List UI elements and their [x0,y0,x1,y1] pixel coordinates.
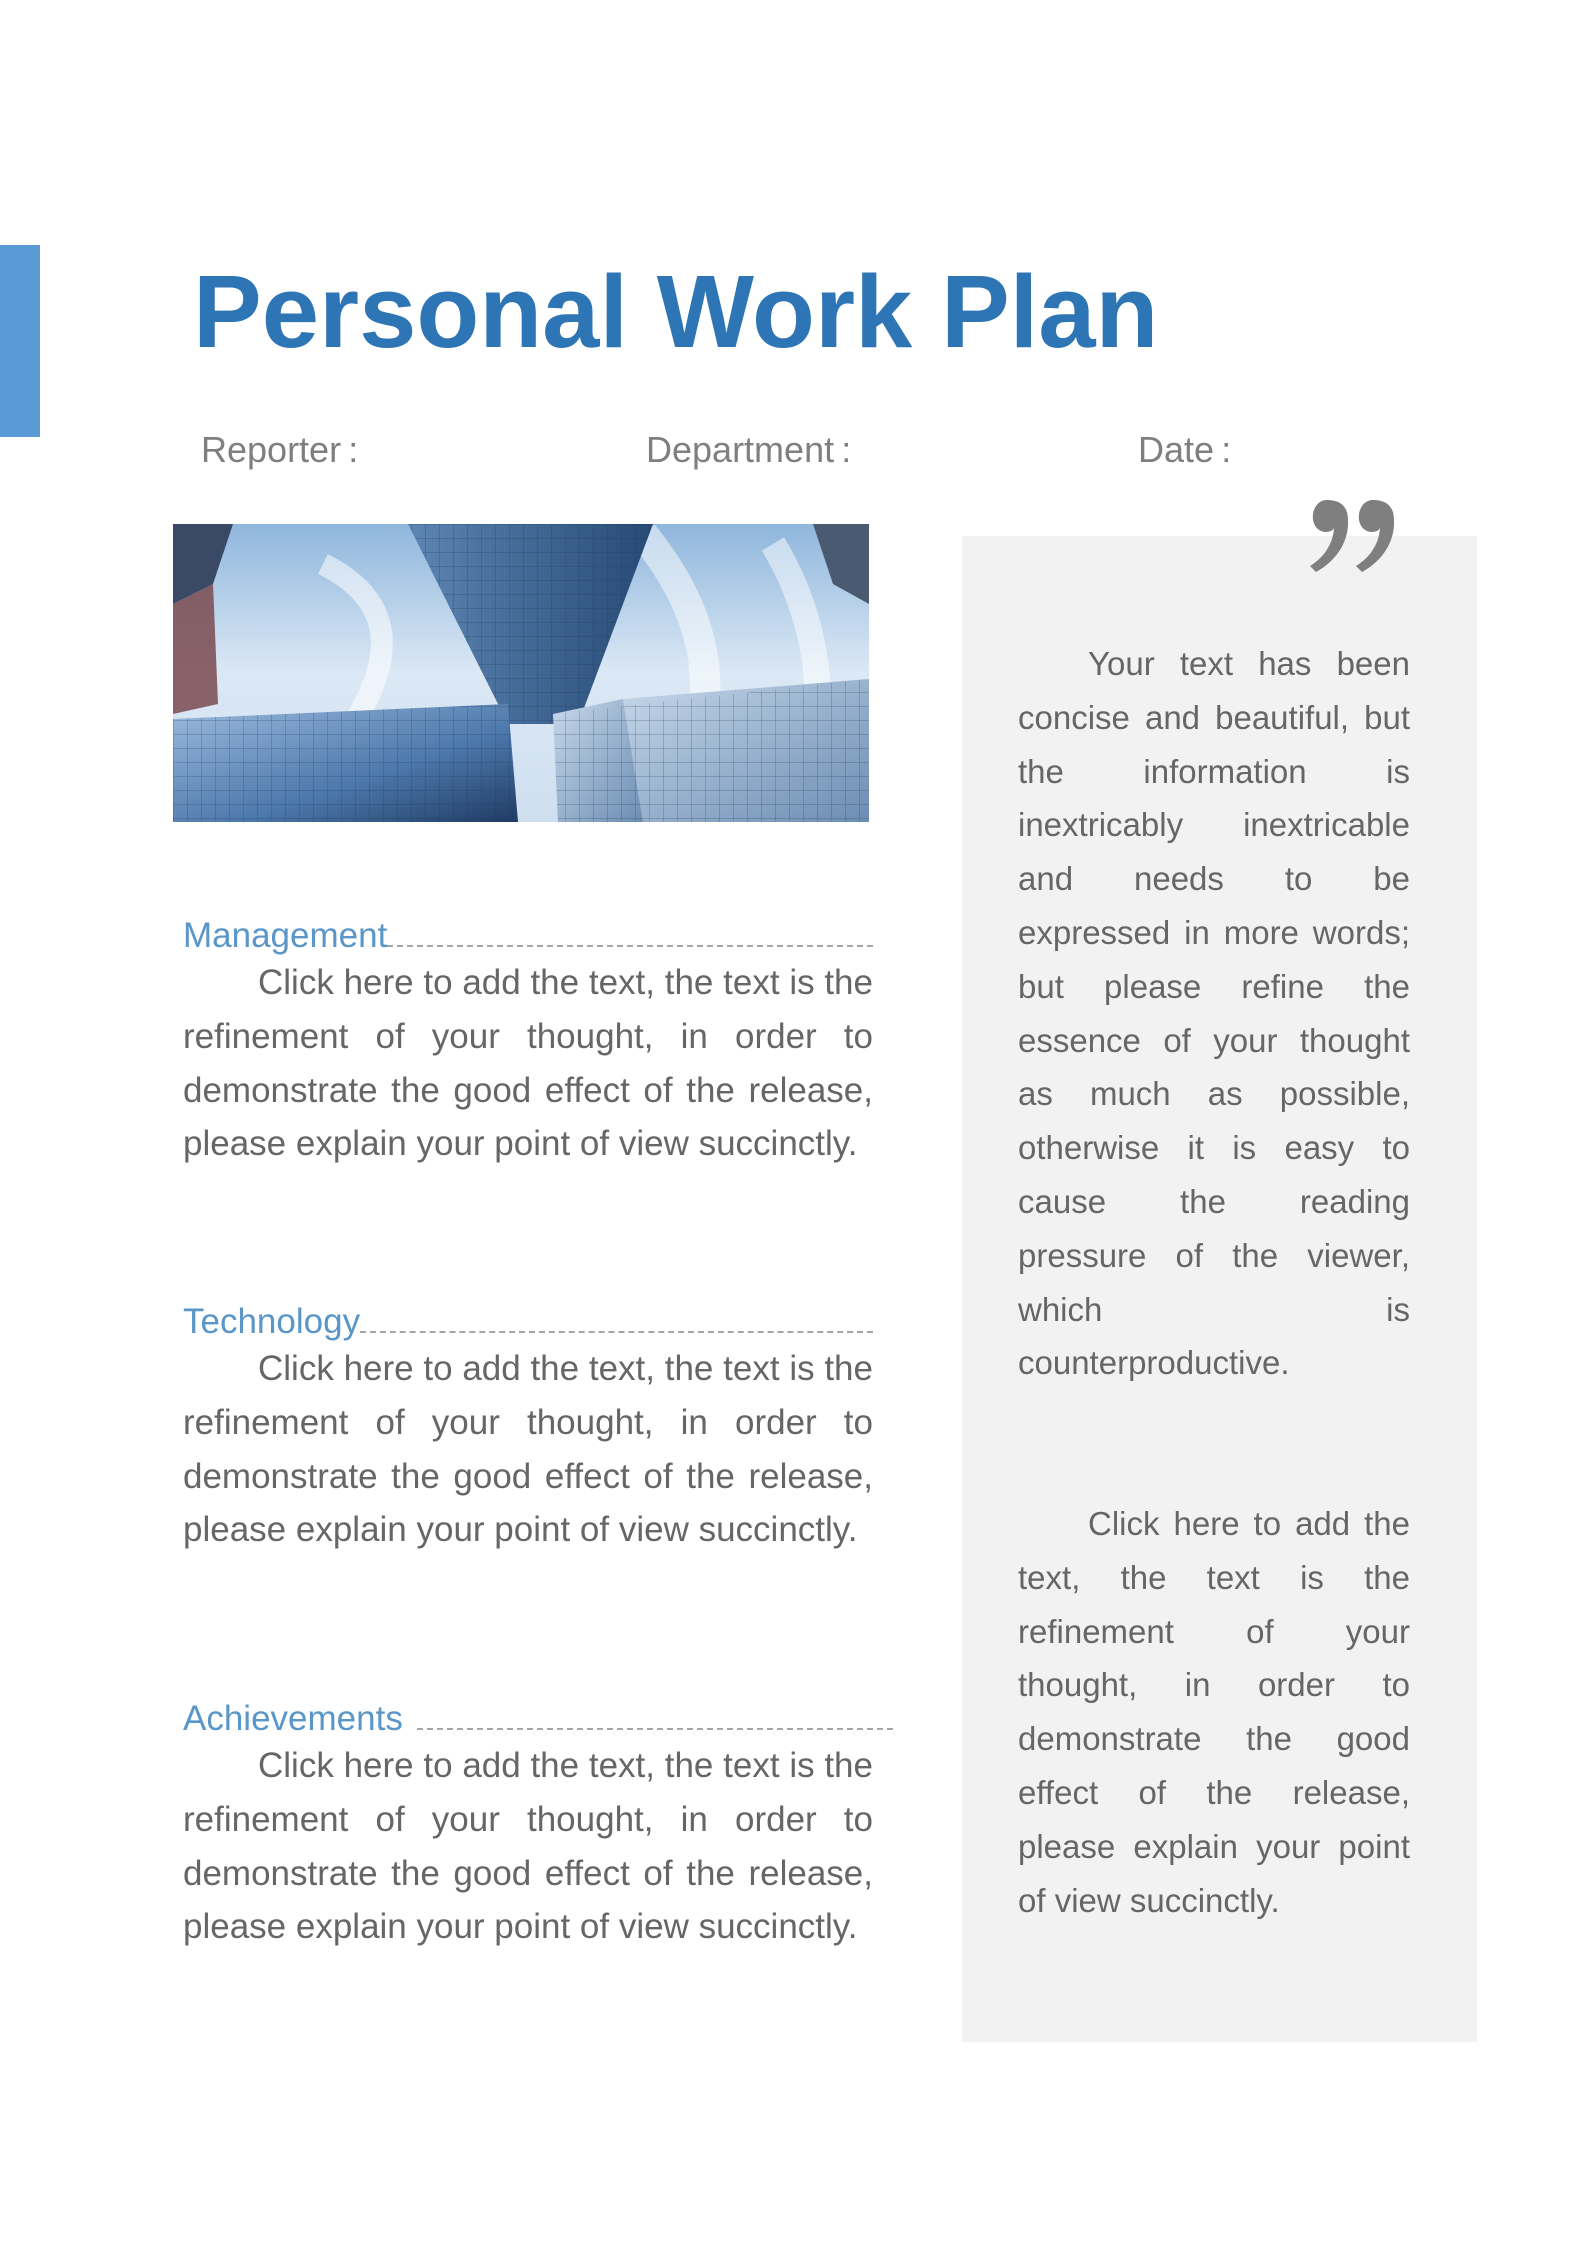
closing-quote-icon [1305,470,1395,575]
panel-paragraph[interactable]: Your text has been concise and beautiful, but the information is inextricably inextricable and needs to be expressed in more words; but please refine the essence of your thought as much as possible, otherwise it is easy to cause the reading pressure of the viewer, which is counterproductive. [1018,645,1410,1382]
section-header [183,1292,873,1342]
dashed-divider [417,1728,893,1730]
panel-paragraph[interactable]: Click here to add the text, the text is the refinement of your thought, in order to demonstrate the good effect of the release, please explain your point of view succinctly. [1018,1505,1410,1919]
section-body-text[interactable]: Click here to add the text, the text is the refinement of your thought, in order to demonstrate the good effect of the release, please explain your point of view succinctly. [183,1746,873,1947]
date-label: Date : [1138,429,1232,470]
section-header [183,1689,893,1739]
section-heading: Technology [183,1302,361,1341]
section-body-text[interactable]: Click here to add the text, the text is the refinement of your thought, in order to demonstrate the good effect of the release, please explain your point of view succinctly. [183,963,873,1164]
section-heading: Management [183,916,388,955]
dashed-divider [360,1331,873,1333]
section-management [183,906,873,1171]
skyscraper-photo [173,524,869,822]
department-label: Department : [646,429,852,470]
section-heading: Achievements [183,1699,417,1739]
reporter-label: Reporter : [201,429,359,470]
section-achievements [183,1689,893,1954]
dashed-divider [387,945,873,947]
page-title: Personal Work Plan [193,254,1159,369]
skyscraper-image-icon [173,524,869,822]
section-technology [183,1292,873,1557]
accent-bar [0,245,40,437]
section-header [183,906,873,956]
section-body-text[interactable]: Click here to add the text, the text is the refinement of your thought, in order to demonstrate the good effect of the release, please explain your point of view succinctly. [183,1349,873,1550]
